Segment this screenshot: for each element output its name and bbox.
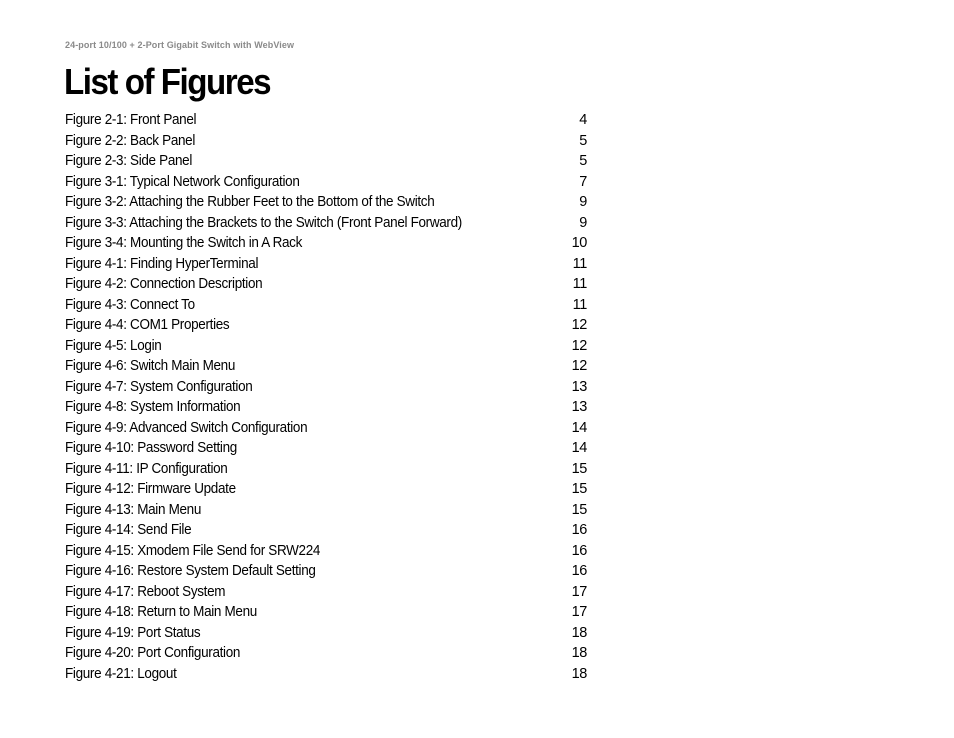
figure-entry-page-number: 12 bbox=[571, 358, 587, 374]
figure-entry-label: Figure 4-9: Advanced Switch Configuration bbox=[65, 419, 308, 436]
figure-entry-label: Figure 4-6: Switch Main Menu bbox=[65, 358, 236, 374]
figure-list bbox=[65, 110, 587, 684]
figure-list-entry[interactable] bbox=[65, 520, 587, 541]
figure-entry-page-number: 15 bbox=[571, 501, 587, 518]
figure-entry-page-number: 7 bbox=[579, 173, 587, 190]
figure-entry-label: Figure 4-18: Return to Main Menu bbox=[65, 604, 257, 620]
figure-entry-label: Figure 4-4: COM1 Properties bbox=[65, 317, 230, 333]
figure-entry-page-number: 13 bbox=[571, 399, 587, 415]
figure-list-entry[interactable] bbox=[65, 172, 587, 193]
figure-list-entry[interactable] bbox=[65, 397, 587, 418]
figure-list-entry[interactable] bbox=[65, 664, 587, 685]
figure-entry-label: Figure 4-19: Port Status bbox=[65, 624, 201, 641]
figure-entry-label: Figure 4-14: Send File bbox=[65, 522, 192, 538]
figure-list-entry[interactable] bbox=[65, 254, 587, 275]
figure-list-entry[interactable] bbox=[65, 151, 587, 172]
figure-entry-page-number: 5 bbox=[579, 153, 587, 169]
figure-list-entry[interactable] bbox=[65, 438, 587, 459]
figure-list-entry[interactable] bbox=[65, 274, 587, 295]
running-header: 24-port 10/100 + 2-Port Gigabit Switch with WebView bbox=[65, 40, 295, 50]
figure-list-entry[interactable] bbox=[65, 315, 587, 336]
figure-entry-page-number: 12 bbox=[571, 337, 587, 354]
figure-entry-page-number: 11 bbox=[572, 276, 587, 292]
figure-list-entry[interactable] bbox=[65, 377, 587, 398]
figure-entry-label: Figure 4-3: Connect To bbox=[65, 296, 195, 313]
figure-entry-page-number: 15 bbox=[571, 460, 587, 477]
figure-entry-label: Figure 4-10: Password Setting bbox=[65, 440, 237, 456]
figure-entry-label: Figure 4-11: IP Configuration bbox=[65, 460, 228, 477]
figure-entry-label: Figure 4-16: Restore System Default Setting bbox=[65, 563, 316, 579]
figure-entry-label: Figure 4-21: Logout bbox=[65, 665, 177, 682]
figure-list-entry[interactable] bbox=[65, 582, 587, 603]
figure-entry-page-number: 10 bbox=[571, 235, 587, 251]
figure-list-entry[interactable] bbox=[65, 459, 587, 480]
figure-entry-label: Figure 4-20: Port Configuration bbox=[65, 645, 241, 661]
figure-entry-page-number: 5 bbox=[579, 132, 587, 149]
figure-entry-page-number: 12 bbox=[571, 317, 587, 333]
figure-entry-page-number: 9 bbox=[579, 214, 587, 231]
figure-entry-page-number: 4 bbox=[579, 112, 587, 128]
figure-entry-label: Figure 3-3: Attaching the Brackets to the Switch (Front Panel Forward) bbox=[65, 214, 462, 231]
figure-entry-page-number: 16 bbox=[571, 563, 587, 579]
figure-entry-label: Figure 4-2: Connection Description bbox=[65, 276, 263, 292]
figure-list-entry[interactable] bbox=[65, 561, 587, 582]
figure-list-entry[interactable] bbox=[65, 418, 587, 439]
figure-list-entry[interactable] bbox=[65, 192, 587, 213]
figure-entry-label: Figure 3-2: Attaching the Rubber Feet to the Bottom of the Switch bbox=[65, 194, 435, 210]
figure-entry-label: Figure 2-3: Side Panel bbox=[65, 153, 193, 169]
figure-entry-label: Figure 2-1: Front Panel bbox=[65, 112, 197, 128]
figure-entry-label: Figure 2-2: Back Panel bbox=[65, 132, 196, 149]
figure-entry-label: Figure 4-13: Main Menu bbox=[65, 501, 202, 518]
figure-entry-page-number: 17 bbox=[571, 604, 587, 620]
figure-list-entry[interactable] bbox=[65, 541, 587, 562]
figure-entry-page-number: 14 bbox=[571, 419, 587, 436]
figure-entry-page-number: 14 bbox=[571, 440, 587, 456]
figure-entry-label: Figure 4-5: Login bbox=[65, 337, 162, 354]
figure-entry-page-number: 13 bbox=[571, 378, 587, 395]
figure-entry-page-number: 18 bbox=[571, 624, 587, 641]
figure-entry-page-number: 16 bbox=[571, 542, 587, 559]
figure-list-entry[interactable] bbox=[65, 110, 587, 131]
figure-entry-label: Figure 4-1: Finding HyperTerminal bbox=[65, 255, 259, 272]
figure-entry-page-number: 11 bbox=[572, 296, 587, 313]
figure-entry-page-number: 9 bbox=[579, 194, 587, 210]
figure-list-entry[interactable] bbox=[65, 356, 587, 377]
figure-list-entry[interactable] bbox=[65, 336, 587, 357]
figure-list-entry[interactable] bbox=[65, 602, 587, 623]
figure-entry-label: Figure 4-17: Reboot System bbox=[65, 583, 226, 600]
figure-list-entry[interactable] bbox=[65, 500, 587, 521]
figure-list-entry[interactable] bbox=[65, 233, 587, 254]
figure-list-entry[interactable] bbox=[65, 643, 587, 664]
figure-entry-page-number: 17 bbox=[571, 583, 587, 600]
figure-list-entry[interactable] bbox=[65, 213, 587, 234]
figure-list-entry[interactable] bbox=[65, 479, 587, 500]
figure-entry-label: Figure 4-8: System Information bbox=[65, 399, 241, 415]
figure-entry-page-number: 15 bbox=[571, 481, 587, 497]
figure-entry-label: Figure 4-15: Xmodem File Send for SRW224 bbox=[65, 542, 321, 559]
figure-entry-page-number: 18 bbox=[571, 665, 587, 682]
page-title: List of Figures bbox=[64, 61, 271, 102]
figure-entry-page-number: 18 bbox=[571, 645, 587, 661]
figure-entry-label: Figure 3-1: Typical Network Configuration bbox=[65, 173, 300, 190]
figure-entry-page-number: 16 bbox=[571, 522, 587, 538]
figure-entry-label: Figure 4-12: Firmware Update bbox=[65, 481, 236, 497]
figure-entry-page-number: 11 bbox=[572, 255, 587, 272]
figure-list-entry[interactable] bbox=[65, 295, 587, 316]
figure-entry-label: Figure 3-4: Mounting the Switch in A Rack bbox=[65, 235, 303, 251]
figure-list-entry[interactable] bbox=[65, 131, 587, 152]
figure-list-entry[interactable] bbox=[65, 623, 587, 644]
figure-entry-label: Figure 4-7: System Configuration bbox=[65, 378, 253, 395]
